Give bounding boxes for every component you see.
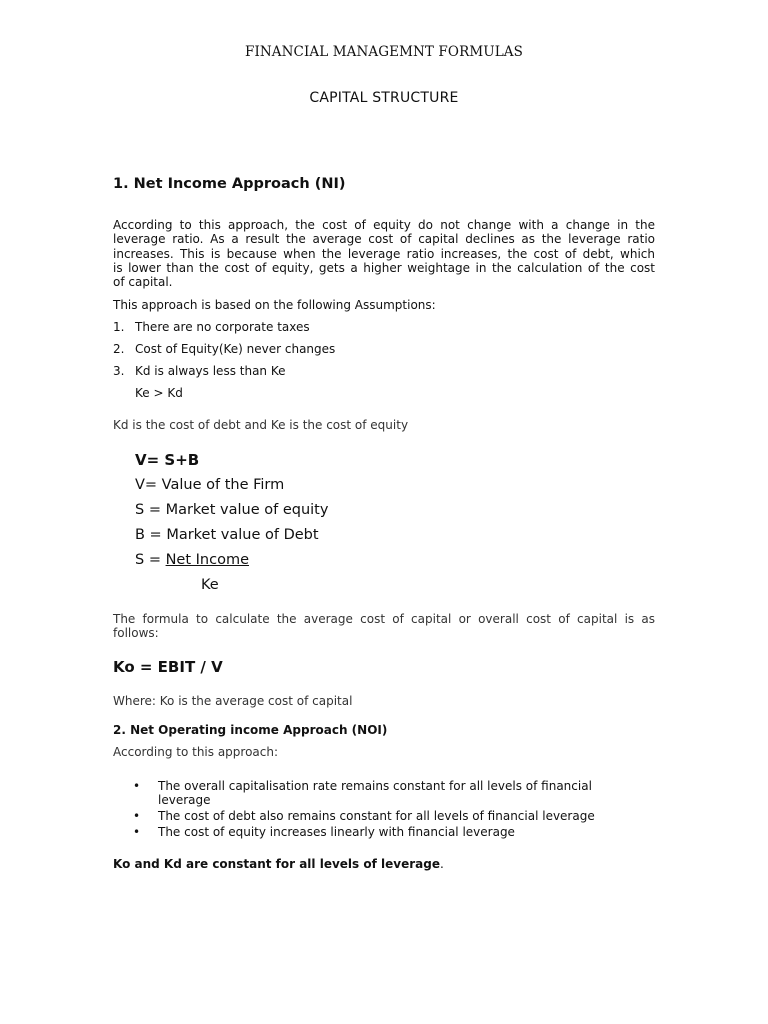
bullet-line: The overall capitalisation rate remains constant for all levels of financial <box>158 779 592 793</box>
assumption-text: Cost of Equity(Ke) never changes <box>135 342 336 356</box>
paragraph-line: The formula to calculate the average cost of capital or overall cost of capital is as <box>113 612 655 626</box>
section1-heading: 1. Net Income Approach (NI) <box>113 176 346 192</box>
paragraph-line: follows: <box>113 626 159 641</box>
formula-line: S = Market value of equity <box>135 502 329 518</box>
paragraph-line: increases. This is because when the leverage ratio increases, the cost of debt, which <box>113 246 655 261</box>
assumption-number: 1. <box>113 320 125 334</box>
paragraph-line: leverage ratio. As a result the average cost of capital declines as the leverage ratio <box>113 232 655 247</box>
bullet-text: The cost of equity increases linearly with financial leverage <box>158 825 515 839</box>
s-formula <box>135 552 249 568</box>
ko-where-text: Where: Ko is the average cost of capital <box>113 694 353 708</box>
overall-cost-paragraph <box>113 612 655 641</box>
paragraph-line: is lower than the cost of equity, gets a higher weightage in the calculation of the cost <box>113 260 655 275</box>
bullet-text <box>158 779 592 808</box>
ko-formula: Ko = EBIT / V <box>113 658 223 676</box>
assumption-number: 2. <box>113 342 125 356</box>
document-title: FINANCIAL MANAGEMNT FORMULAS <box>244 44 523 60</box>
bullet-dot: • <box>133 825 141 839</box>
main-formula: V= S+B <box>135 451 200 469</box>
assumptions-intro: This approach is based on the following Assumptions: <box>113 298 436 312</box>
section2-intro: According to this approach: <box>113 745 279 759</box>
bullet-text: The cost of debt also remains constant for all levels of financial leverage <box>158 809 595 823</box>
section2-conclusion <box>113 857 444 871</box>
assumption-text: Kd is always less than Ke <box>135 364 286 378</box>
document-subtitle: CAPITAL STRUCTURE <box>309 90 459 106</box>
conclusion-bold-text: Ko and Kd are constant for all levels of leverage <box>113 857 440 871</box>
conclusion-tail: . <box>439 857 444 871</box>
paragraph-line: of capital. <box>113 275 173 290</box>
formula-line: V= Value of the Firm <box>135 477 285 493</box>
bullet-dot: • <box>133 779 141 793</box>
s-formula-numerator: Net Income <box>165 552 249 568</box>
bullet-line: leverage <box>158 793 211 808</box>
section2-heading: 2. Net Operating income Approach (NOI) <box>113 723 388 737</box>
s-formula-denominator: Ke <box>201 577 219 593</box>
assumption-number: 3. <box>113 364 125 378</box>
inequality-text: Ke > Kd <box>135 386 183 400</box>
s-formula-prefix: S = <box>135 552 166 568</box>
paragraph-line: According to this approach, the cost of equity do not change with a change in the <box>113 218 655 232</box>
bullet-dot: • <box>133 809 141 823</box>
assumption-text: There are no corporate taxes <box>135 320 310 334</box>
section1-intro-paragraph <box>113 218 655 289</box>
definitions-text: Kd is the cost of debt and Ke is the cost of equity <box>113 418 409 432</box>
formula-line: B = Market value of Debt <box>135 527 319 543</box>
